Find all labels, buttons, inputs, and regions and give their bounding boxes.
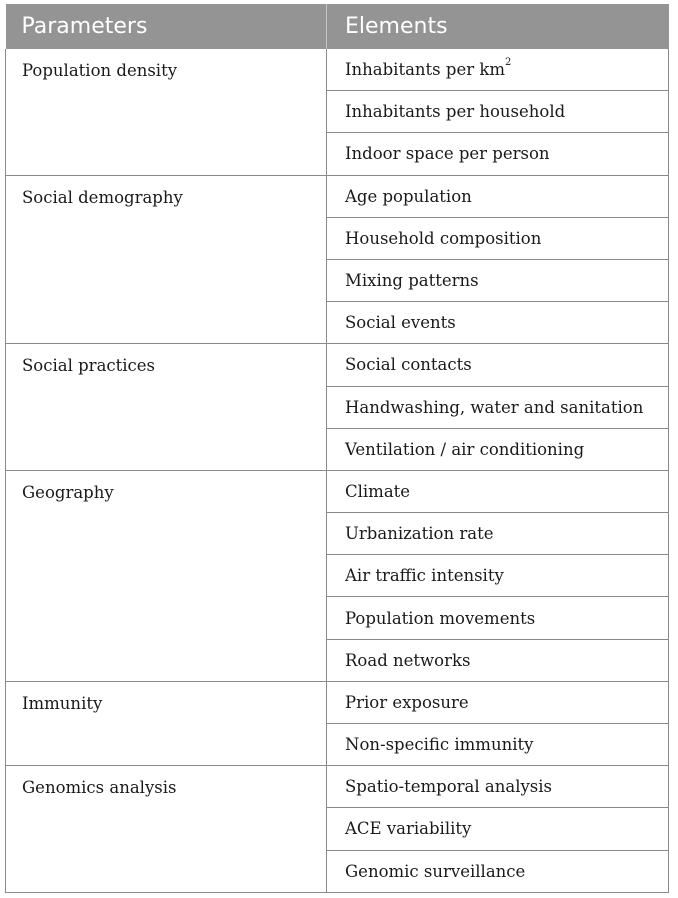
element-label: Road networks [345, 650, 471, 670]
superscript-exponent: 2 [505, 57, 512, 69]
element-cell [327, 850, 669, 892]
parameter-cell: Immunity [6, 681, 327, 765]
element-cell [327, 344, 669, 386]
element-cell [327, 49, 669, 91]
element-cell [327, 386, 669, 428]
header-elements: Elements [327, 4, 669, 49]
element-label: Air traffic intensity [345, 566, 504, 586]
element-cell [327, 513, 669, 555]
element-cell [327, 217, 669, 259]
element-label: Mixing patterns [345, 271, 479, 291]
table-row [6, 470, 669, 512]
element-label: Prior exposure [345, 692, 469, 712]
element-label: Climate [345, 481, 411, 501]
element-label: Social contacts [345, 355, 472, 375]
element-label: Social events [345, 313, 456, 333]
element-cell [327, 133, 669, 175]
table-row [6, 175, 669, 217]
element-cell [327, 808, 669, 850]
element-cell [327, 555, 669, 597]
parameter-cell: Geography [6, 470, 327, 681]
header-parameters: Parameters [6, 4, 327, 49]
element-label: Inhabitants per household [345, 102, 566, 122]
element-label: Indoor space per person [345, 144, 550, 164]
element-cell [327, 91, 669, 133]
header-row [6, 4, 669, 49]
element-cell [327, 302, 669, 344]
table-row [6, 681, 669, 723]
parameter-cell: Genomics analysis [6, 766, 327, 893]
element-cell [327, 681, 669, 723]
element-label: Handwashing, water and sanitation [345, 397, 644, 417]
table-row [6, 766, 669, 808]
element-label: Spatio-temporal analysis [345, 777, 553, 797]
element-label: Inhabitants per km [345, 60, 505, 80]
element-label: Ventilation / air conditioning [345, 439, 585, 459]
element-cell [327, 470, 669, 512]
element-label: Non-specific immunity [345, 735, 534, 755]
element-label: Population movements [345, 608, 536, 628]
parameter-cell: Population density [6, 49, 327, 175]
element-label: Genomic surveillance [345, 861, 526, 881]
parameter-cell: Social practices [6, 344, 327, 471]
element-cell [327, 175, 669, 217]
parameters-table [5, 4, 669, 893]
element-cell [327, 428, 669, 470]
element-label: Urbanization rate [345, 524, 494, 544]
element-cell [327, 639, 669, 681]
element-cell [327, 766, 669, 808]
element-cell [327, 259, 669, 301]
element-label: Household composition [345, 228, 542, 248]
parameter-cell: Social demography [6, 175, 327, 344]
element-cell [327, 724, 669, 766]
element-label: Age population [345, 186, 472, 206]
table-row [6, 344, 669, 386]
element-label: ACE variability [345, 819, 472, 839]
element-cell [327, 597, 669, 639]
table-row [6, 49, 669, 91]
